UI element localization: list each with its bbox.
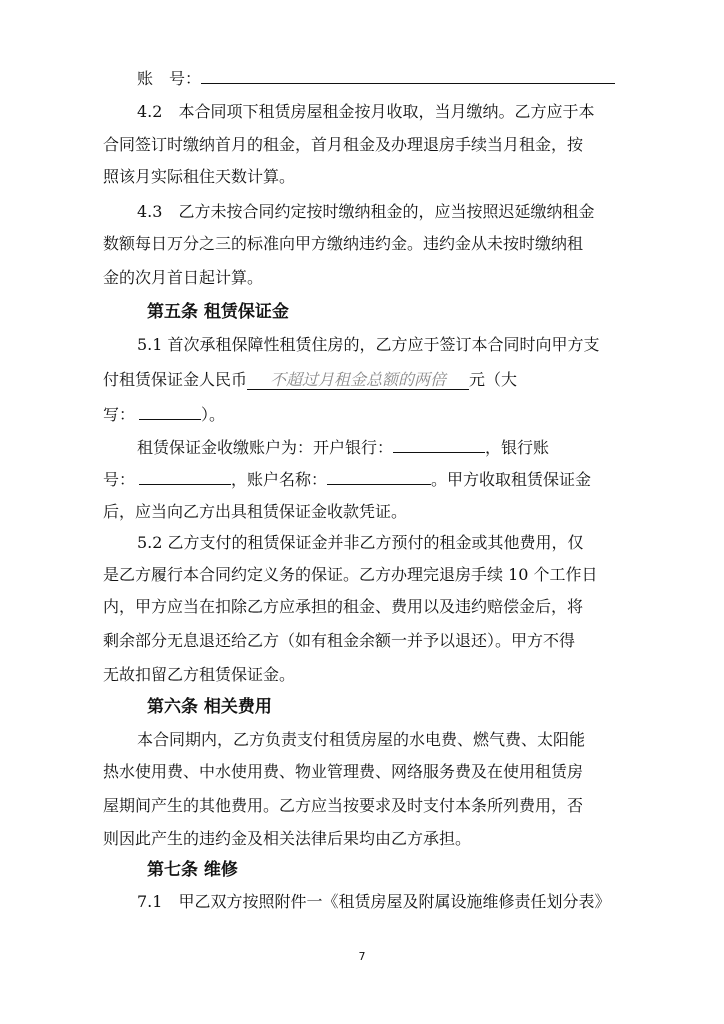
article-6-line: 屋期间产生的其他费用。乙方应当按要求及时支付本条所列费用，否 xyxy=(103,796,584,815)
clause-7-1-line: 7.1 甲乙双方按照附件一《租赁房屋及附属设施维修责任划分表》 xyxy=(137,892,611,911)
account-label: 账 号： xyxy=(137,69,202,88)
article-5-heading: 第五条 租赁保证金 xyxy=(147,302,289,322)
clause-5-2-line: 无故扣留乙方租赁保证金。 xyxy=(103,665,296,684)
clause-5-2-line: 5.2 乙方支付的租赁保证金并非乙方预付的租金或其他费用，仅 xyxy=(137,533,584,552)
clause-5-2-line: 内，甲方应当在扣除乙方应承担的租金、费用以及违约赔偿金后，将 xyxy=(103,597,584,616)
clause-4-2-line: 4.2 本合同项下租赁房屋租金按月收取，当月缴纳。乙方应于本 xyxy=(137,102,595,121)
article-6-line: 热水使用费、中水使用费、物业管理费、网络服务费及在使用租赁房 xyxy=(103,762,584,781)
article-6-line: 本合同期内，乙方负责支付租赁房屋的水电费、燃气费、太阳能 xyxy=(137,730,586,749)
account-number-blank[interactable] xyxy=(201,67,615,84)
deposit-account-line: 号： ，账户名称： 。甲方收取租赁保证金 xyxy=(103,470,592,489)
clause-4-2-line: 照该月实际租住天数计算。 xyxy=(103,167,296,186)
deposit-account-line: 租赁保证金收缴账户为：开户银行： ，银行账 xyxy=(137,438,550,457)
clause-5-2-line: 剩余部分无息退还给乙方（如有租金余额一并予以退还）。甲方不得 xyxy=(103,631,576,650)
clause-4-2-line: 合同签订时缴纳首月的租金，首月租金及办理退房手续当月租金，按 xyxy=(103,135,584,154)
clause-5-1-line: 5.1 首次承租保障性租赁住房的，乙方应于签订本合同时向甲方支 xyxy=(137,335,600,354)
clause-4-3-line: 金的次月首日起计算。 xyxy=(103,268,264,287)
bank-account-blank[interactable] xyxy=(139,468,231,485)
clause-4-3-line: 数额每日万分之三的标准向甲方缴纳违约金。违约金从未按时缴纳租 xyxy=(103,234,584,253)
account-name-blank[interactable] xyxy=(327,468,431,485)
deposit-amount-field[interactable]: 不超过月租金总额的两倍 xyxy=(247,369,469,390)
account-number-line xyxy=(137,67,620,90)
bank-name-blank[interactable] xyxy=(393,436,485,453)
article-6-line: 则因此产生的违约金及相关法律后果均由乙方承担。 xyxy=(103,829,472,848)
clause-5-1-line: 写： ）。 xyxy=(103,405,226,424)
clause-5-1-line: 后，应当向乙方出具租赁保证金收款凭证。 xyxy=(103,502,408,521)
clause-5-2-line: 是乙方履行本合同约定义务的保证。乙方办理完退房手续 10 个工作日 xyxy=(103,565,598,584)
page-number: 7 xyxy=(358,950,366,963)
deposit-capital-blank[interactable] xyxy=(139,403,201,420)
clause-4-3-line: 4.3 乙方未按合同约定按时缴纳租金的，应当按照迟延缴纳租金 xyxy=(137,202,595,221)
article-7-heading: 第七条 维修 xyxy=(147,860,238,880)
clause-5-1-line: 付租赁保证金人民币 不超过月租金总额的两倍 元（大 xyxy=(103,370,518,389)
article-6-heading: 第六条 相关费用 xyxy=(147,697,272,717)
